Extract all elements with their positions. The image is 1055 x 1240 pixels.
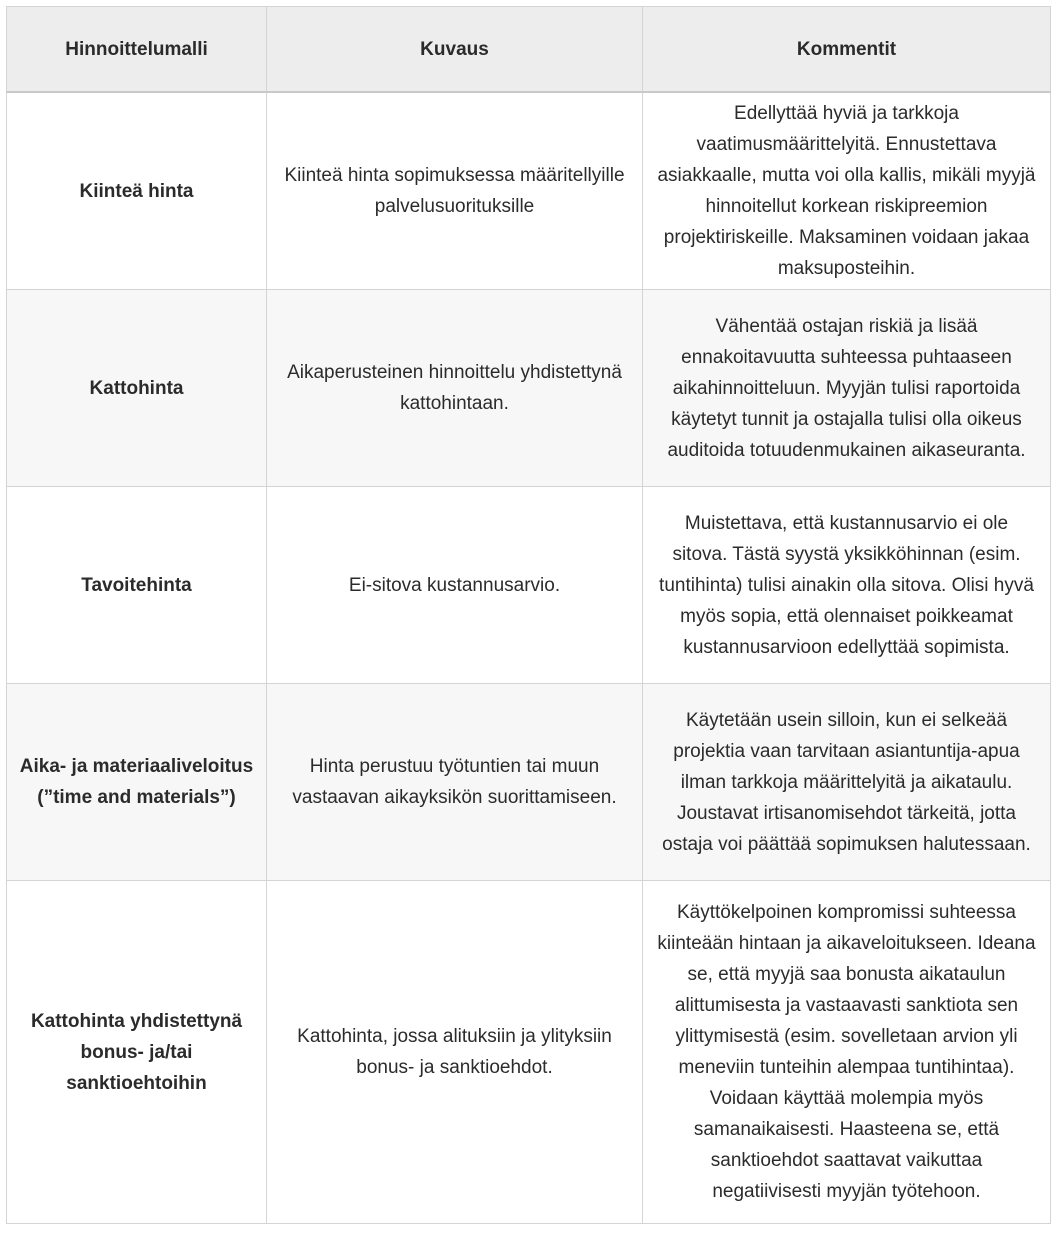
pricing-table-container [6, 6, 1050, 1224]
row-model-name: Tavoitehinta [7, 487, 267, 684]
pricing-models-table [6, 6, 1051, 1224]
row-comments: Muistettava, että kustannusarvio ei ole sitova. Tästä syystä yksikköhinnan (esim. tuntihinta) tulisi ainakin olla sitova. Olisi hyvä myös sopia, että olennaiset poikkeamat kustannusarvioon edellyttää sopimista. [643, 487, 1051, 684]
table-row [7, 290, 1051, 487]
row-description: Aikaperusteinen hinnoittelu yhdistettynä kattohintaan. [267, 290, 643, 487]
row-description: Kiinteä hinta sopimuksessa määritellyille palvelusuorituksille [267, 92, 643, 290]
row-description: Ei-sitova kustannusarvio. [267, 487, 643, 684]
row-model-name: Kattohinta [7, 290, 267, 487]
table-row [7, 881, 1051, 1224]
row-comments: Vähentää ostajan riskiä ja lisää ennakoitavuutta suhteessa puhtaaseen aikahinnoitteluun. Myyjän tulisi raportoida käytetyt tunnit ja ostajalla tulisi olla oikeus auditoida totuudenmukainen aikaseuranta. [643, 290, 1051, 487]
row-description: Kattohinta, jossa alituksiin ja ylityksiin bonus- ja sanktioehdot. [267, 881, 643, 1224]
header-comments: Kommentit [643, 7, 1051, 93]
row-model-name: Kiinteä hinta [7, 92, 267, 290]
table-row [7, 92, 1051, 290]
row-comments: Käyttökelpoinen kompromissi suhteessa kiinteään hintaan ja aikaveloitukseen. Ideana se, että myyjä saa bonusta aikataulun alittumisesta ja vastaavasti sanktiota sen ylittymisestä (esim. sovelletaan arvion yli meneviin tunteihin alempaa tuntihintaa). Voidaan käyttää molempia myös samanaikaisesti. Haasteena se, että sanktioehdot saattavat vaikuttaa negatiivisesti myyjän työtehoon. [643, 881, 1051, 1224]
row-comments: Käytetään usein silloin, kun ei selkeää projektia vaan tarvitaan asiantuntija-apua ilman tarkkoja määrittelyitä ja aikataulu. Joustavat irtisanomisehdot tärkeitä, jotta ostaja voi päättää sopimuksen halutessaan. [643, 684, 1051, 881]
row-description: Hinta perustuu työtuntien tai muun vastaavan aikayksikön suorittamiseen. [267, 684, 643, 881]
row-model-name: Aika- ja materiaaliveloitus (”time and materials”) [7, 684, 267, 881]
table-row [7, 487, 1051, 684]
header-description: Kuvaus [267, 7, 643, 93]
row-model-name: Kattohinta yhdistettynä bonus- ja/tai sanktioehtoihin [7, 881, 267, 1224]
header-pricing-model: Hinnoittelumalli [7, 7, 267, 93]
table-header-row [7, 7, 1051, 93]
row-comments: Edellyttää hyviä ja tarkkoja vaatimusmäärittelyitä. Ennustettava asiakkaalle, mutta voi olla kallis, mikäli myyjä hinnoitellut korkean riskipreemion projektiriskeille. Maksaminen voidaan jakaa maksuposteihin. [643, 92, 1051, 290]
table-row [7, 684, 1051, 881]
